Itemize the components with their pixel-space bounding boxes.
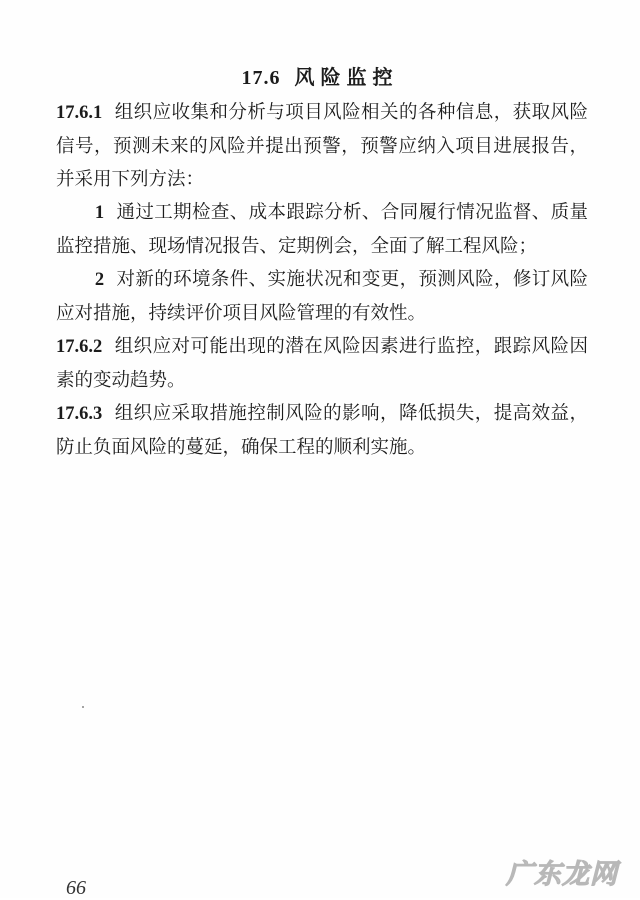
clause-number: 17.6.1	[56, 103, 103, 123]
section-title-text: 风险监控	[294, 65, 399, 89]
section-number: 17.6	[241, 67, 281, 89]
clause-number: 17.6.2	[56, 337, 103, 357]
clause-number: 17.6.3	[56, 404, 103, 424]
clause-17-6-3	[56, 397, 588, 464]
section-title	[0, 61, 640, 90]
item-text: 通过工期检查、成本跟踪分析、合同履行情况监督、质量监控措施、现场情况报告、定期例会，全面了解工程风险；	[56, 202, 588, 257]
item-number: 2	[94, 270, 105, 290]
list-item-1	[56, 196, 588, 263]
clause-17-6-1	[56, 96, 588, 196]
document-body	[56, 96, 588, 464]
list-item-2	[56, 263, 588, 330]
page-number: 66	[66, 877, 86, 899]
scan-speck	[82, 706, 84, 708]
clause-17-6-2	[56, 330, 588, 397]
clause-text: 组织应采取措施控制风险的影响，降低损失，提高效益，防止负面风险的蔓延，确保工程的顺利实施。	[56, 403, 588, 458]
site-watermark: 广东龙网	[506, 859, 618, 890]
clause-text: 组织应收集和分析与项目风险相关的各种信息，获取风险信号，预测未来的风险并提出预警，预警应纳入项目进展报告，并采用下列方法：	[56, 102, 588, 190]
clause-text: 组织应对可能出现的潜在风险因素进行监控，跟踪风险因素的变动趋势。	[56, 336, 588, 391]
item-number: 1	[94, 203, 105, 223]
item-text: 对新的环境条件、实施状况和变更，预测风险，修订风险应对措施，持续评价项目风险管理的有效性。	[56, 269, 588, 324]
